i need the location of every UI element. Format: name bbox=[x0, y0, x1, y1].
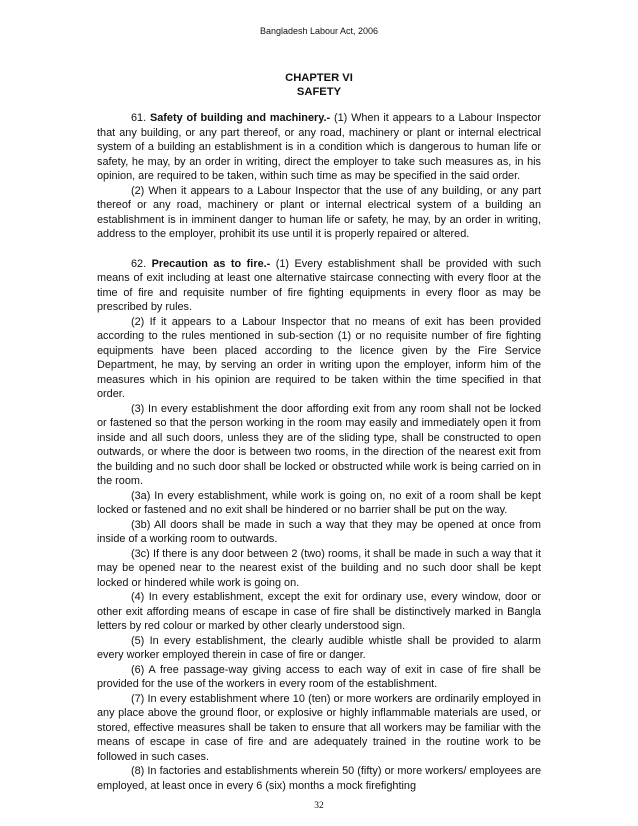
chapter-title: SAFETY bbox=[296, 86, 342, 98]
section-heading: Precaution as to fire.- bbox=[151, 257, 271, 270]
section-61-para-2: (2) When it appears to a Labour Inspector that the use of any building, or any part thereof or any road, machinery or plant or internal electrical system of a building an establishment is in imminent danger to human life or safety, he may, by an order in writing, address to the employer, prohibit its use until it is properly repaired or altered. bbox=[97, 184, 541, 240]
paragraph-text: (1) When it appears to a Labour Inspector that any building, or any part thereof, or any road, machinery or plant or internal electrical system of a building an establishment is in a condition which is dangerous to human life or safety, he may, by an order in writing, direct the employer to take such measures as, in his opinion, are required to be taken, within such time as may be specified in the said order. bbox=[97, 112, 541, 182]
page-number: 32 bbox=[314, 801, 324, 811]
section-61-para-1 bbox=[97, 111, 541, 184]
section-62-para-3a: (3a) In every establishment, while work is going on, no exit of a room shall be kept locked or fastened and no exit shall be hindered or no barrier shall be put on the way. bbox=[97, 489, 541, 516]
chapter-heading bbox=[0, 71, 638, 99]
section-62-para-3: (3) In every establishment the door affording exit from any room shall not be locked or fastened so that the person working in the room may easily and immediately open it from inside and all such doors, unless they are of the sliding type, shall be constructed to open outwards, or where the door is between two rooms, in the direction of the nearest exit from the building and no such door shall be locked or obstructed while work is being carried on in the room. bbox=[97, 402, 541, 487]
paragraph-text: (1) Every establishment shall be provided with such means of exit including at least one alternative staircase connecting with every floor at the time of fire and requisite number of fire fighting equipments in every floor as may be prescribed by rules. bbox=[97, 257, 541, 313]
section-heading: Safety of building and machinery.- bbox=[149, 112, 331, 124]
section-number: 62. bbox=[131, 257, 147, 270]
section-62-para-2: (2) If it appears to a Labour Inspector that no means of exit has been provided according to the rules mentioned in sub-section (1) or no requisite number of fire fighting equipments have been placed according to the licence given by the Fire Service Department, he may, by serving an order in writing upon the employer, inform him of the measures which in his opinion are required to be taken within the time specified in that order. bbox=[97, 315, 541, 400]
section-62-para-3b: (3b) All doors shall be made in such a way that they may be opened at once from inside of a working room to outwards. bbox=[97, 518, 541, 545]
document-body bbox=[97, 111, 541, 793]
section-62-para-6: (6) A free passage-way giving access to each way of exit in case of fire shall be provided for the use of the workers in every room of the establishment. bbox=[97, 663, 541, 690]
section-62-para-7: (7) In every establishment where 10 (ten) or more workers are ordinarily employed in any place above the ground floor, or explosive or highly inflammable materials are used, or stored, effective measures shall be taken to ensure that all workers may be familiar with the means of escape in case of fire and are adequately trained in the routine work to be followed in such cases. bbox=[97, 692, 541, 763]
running-header: Bangladesh Labour Act, 2006 bbox=[259, 26, 379, 36]
section-62-para-4: (4) In every establishment, except the exit for ordinary use, every window, door or other exit affording means of escape in case of fire shall be distinctively marked in Bangla letters by red colour or marked by other clearly understood sign. bbox=[97, 591, 541, 632]
section-62-para-5: (5) In every establishment, the clearly audible whistle shall be provided to alarm every worker employed therein in case of fire or danger. bbox=[97, 634, 541, 661]
section-number: 61. bbox=[131, 112, 147, 124]
section-62-para-3c: (3c) If there is any door between 2 (two) rooms, it shall be made in such a way that it may be opened near to the nearest exist of the building and no such door shall be kept locked or hindered while work is going on. bbox=[97, 547, 541, 589]
chapter-number: CHAPTER VI bbox=[285, 72, 353, 84]
section-62-para-8: (8) In factories and establishments wherein 50 (fifty) or more workers/ employees are employed, at least once in every 6 (six) months a mock firefighting bbox=[97, 765, 541, 792]
section-62-para-1 bbox=[97, 257, 541, 315]
